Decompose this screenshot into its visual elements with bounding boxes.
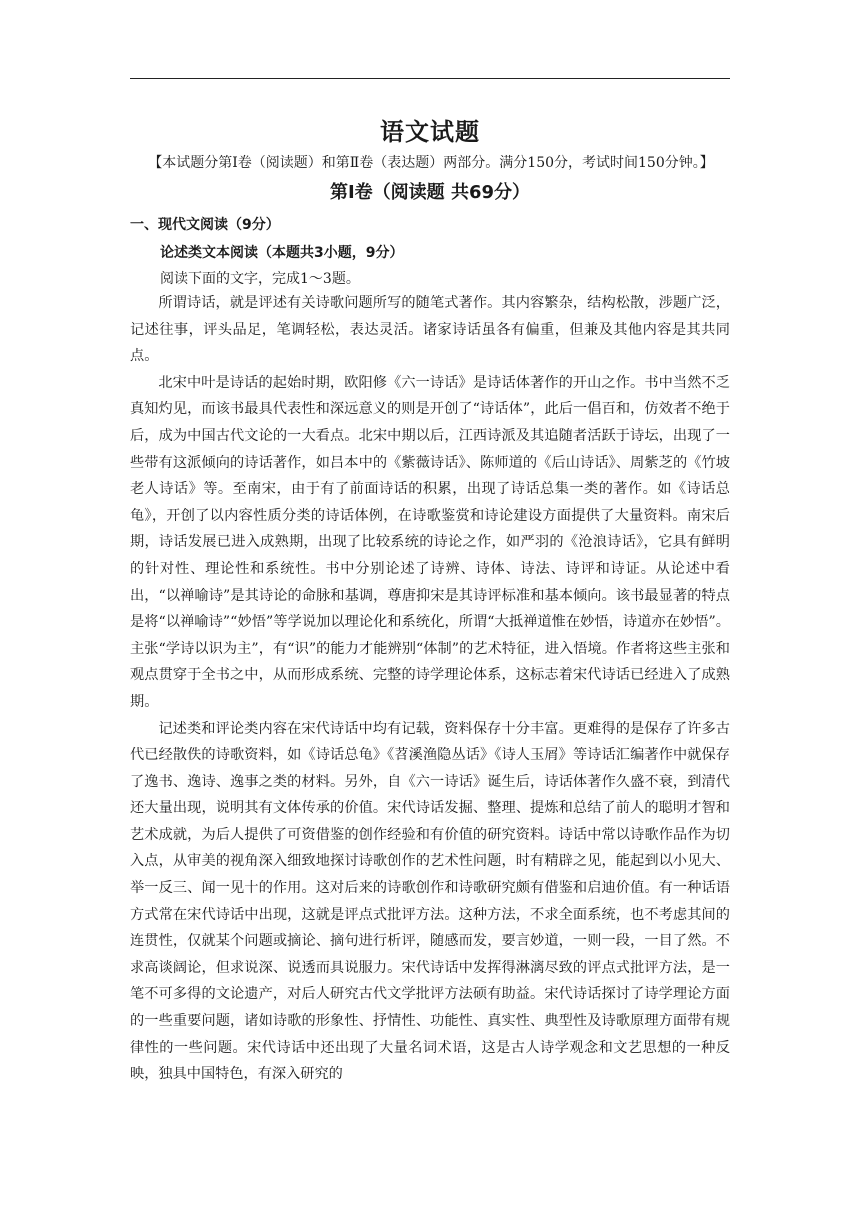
page-title: 语文试题 (380, 118, 480, 146)
part-title: 第Ⅰ卷（阅读题 共69分） (329, 182, 530, 203)
reading-instruction: 阅读下面的文字，完成1～3题。 (160, 271, 360, 287)
header-rule (130, 78, 730, 79)
passage-paragraph: 北宋中叶是诗话的起始时期，欧阳修《六一诗话》是诗话体著作的开山之作。书中当然不乏真知灼见，而该书最具代表性和深远意义的则是开创了“诗话体”，此后一倡百和，仿效者不绝于后，成为中国古代文论的一大看点。北宋中期以后，江西诗派及其追随者活跃于诗坛，出现了一些带有这派倾向的诗话著作，如吕本中的《紫薇诗话》、陈师道的《后山诗话》、周紫芝的《竹坡老人诗话》等。至南宋，由于有了前面诗话的积累，出现了诗话总集一类的著作。如《诗话总龟》，开创了以内容性质分类的诗话体例，在诗歌鉴赏和诗论建设方面提供了大量资料。南宋后期，诗话发展已进入成熟期，出现了比较系统的诗论之作，如严羽的《沧浪诗话》，它具有鲜明的针对性、理论性和系统性。书中分别论述了诗辨、诗体、诗法、诗评和诗证。从论述中看出，“以禅喻诗”是其诗论的命脉和基调，尊唐抑宋是其诗评标准和基本倾向。该书最显著的特点是将“以禅喻诗”“妙悟”等学说加以理论化和系统化，所谓“大抵禅道惟在妙悟，诗道亦在妙悟”。主张“学诗以识为主”，有“识”的能力才能辨别“体制”的艺术特征，进入悟境。作者将这些主张和观点贯穿于全书之中，从而形成系统、完整的诗学理论体系，这标志着宋代诗话已经进入了成熟期。 (130, 374, 730, 710)
sub-heading: 论述类文本阅读（本题共3小题，9分） (160, 245, 404, 261)
section-heading: 一、现代文阅读（9分） (130, 217, 280, 233)
passage-paragraph: 记述类和评论类内容在宋代诗话中均有记载，资料保存十分丰富。更难得的是保存了许多古代已经散佚的诗歌资料，如《诗话总龟》《苕溪渔隐丛话》《诗人玉屑》等诗话汇编著作中就保存了逸书、逸诗、逸事之类的材料。另外，自《六一诗话》诞生后，诗话体著作久盛不衰，到清代还大量出现，说明其有文体传承的价值。宋代诗话发掘、整理、提炼和总结了前人的聪明才智和艺术成就，为后人提供了可资借鉴的创作经验和有价值的研究资料。诗话中常以诗歌作品作为切入点，从审美的视角深入细致地探讨诗歌创作的艺术性问题，时有精辟之见，能起到以小见大、举一反三、闻一见十的作用。这对后来的诗歌创作和诗歌研究颇有借鉴和启迪价值。有一种话语方式常在宋代诗话中出现，这就是评点式批评方法。这种方法，不求全面系统，也不考虑其间的连贯性，仅就某个问题或摘论、摘句进行析评，随感而发，要言妙道，一则一段，一目了然。不求高谈阔论，但求说深、说透而具说服力。宋代诗话中发挥得淋漓尽致的评点式批评方法，是一笔不可多得的文论遗产，对后人研究古代文学批评方法硕有助益。宋代诗话探讨了诗学理论方面的一些重要问题，诸如诗歌的形象性、抒情性、功能性、真实性、典型性及诗歌原理方面带有规律性的一些问题。宋代诗话中还出现了大量名词术语，这是古人诗学观念和文艺思想的一种反映，独具中国特色，有深入研究的 (130, 720, 730, 1083)
reading-passage (130, 290, 730, 1088)
exam-notice: 【本试题分第Ⅰ卷（阅读题）和第Ⅱ卷（表达题）两部分。满分150分，考试时间150分钟。】 (148, 155, 714, 171)
passage-paragraph: 所谓诗话，就是评述有关诗歌问题所写的随笔式著作。其内容繁杂，结构松散，涉题广泛，记述往事，评头品足，笔调轻松，表达灵活。诸家诗话虽各有偏重，但兼及其他内容是其共同点。 (130, 295, 730, 365)
